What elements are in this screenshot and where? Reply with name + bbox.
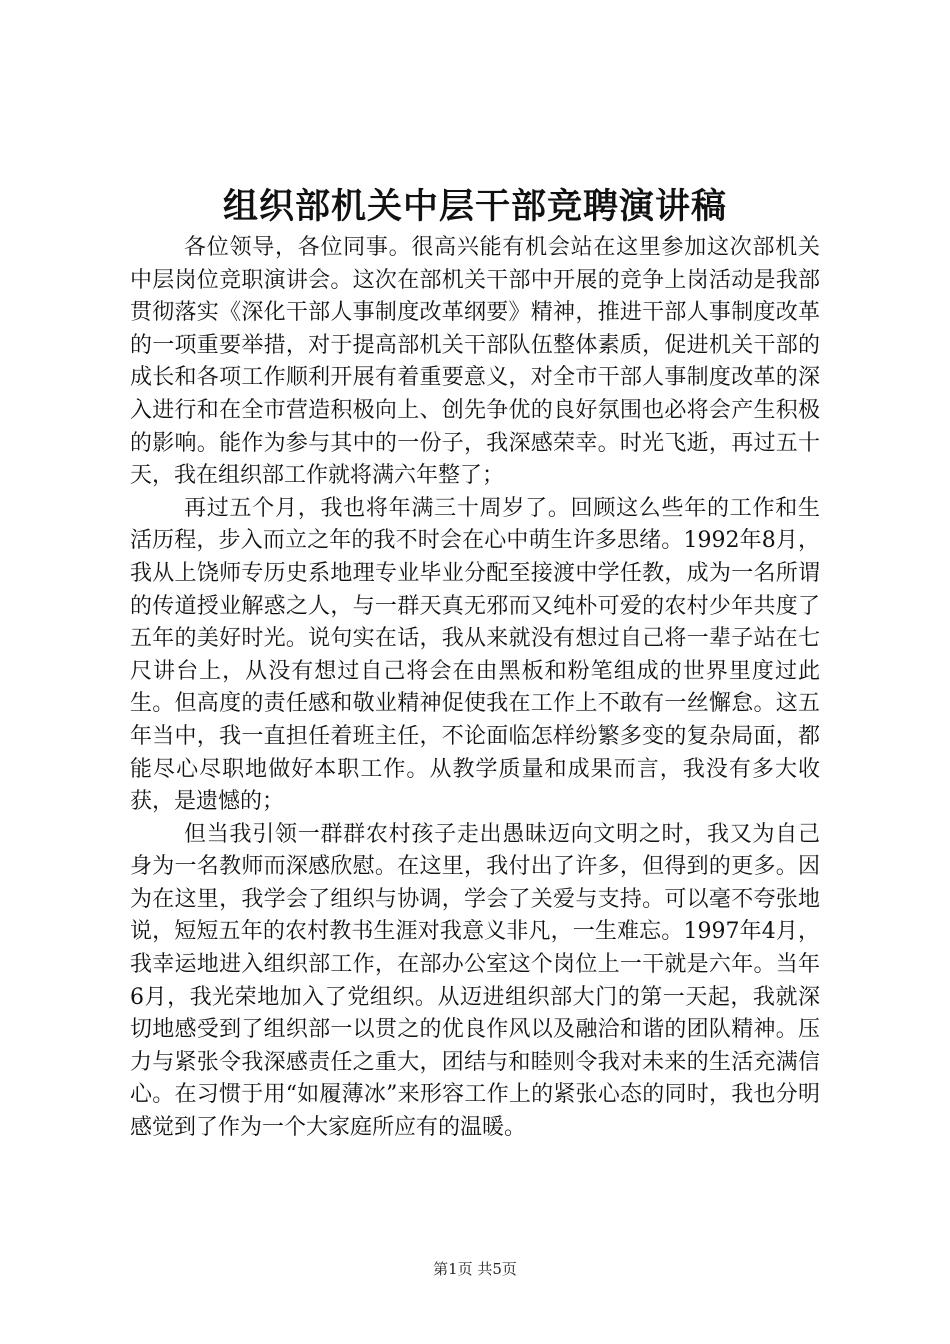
document-body bbox=[130, 232, 820, 1145]
paragraph-3: 但当我引领一群群农村孩子走出愚昧迈向文明之时，我又为自己身为一名教师而深感欣慰。在这里，我付出了许多，但得到的更多。因为在这里，我学会了组织与协调，学会了关爱与支持。可以毫不夸张地说，短短五年的农村教书生涯对我意义非凡，一生难忘。1997年4月，我幸运地进入组织部工作，在部办公室这个岗位上一干就是六年。当年6月，我光荣地加入了党组织。从迈进组织部大门的第一天起，我就深切地感受到了组织部一以贯之的优良作风以及融洽和谐的团队精神。压力与紧张令我深感责任之重大，团结与和睦则令我对未来的生活充满信心。在习惯于用“如履薄冰”来形容工作上的紧张心态的同时，我也分明感觉到了作为一个大家庭所应有的温暖。 bbox=[130, 821, 820, 1141]
paragraph-2: 再过五个月，我也将年满三十周岁了。回顾这么些年的工作和生活历程，步入而立之年的我不时会在心中萌生许多思绪。1992年8月，我从上饶师专历史系地理专业毕业分配至接渡中学任教，成为一名所谓的传道授业解惑之人，与一群天真无邪而又纯朴可爱的农村少年共度了五年的美好时光。说句实在话，我从来就没有想过自己将一辈子站在七尺讲台上，从没有想过自己将会在由黑板和粉笔组成的世界里度过此生。但高度的责任感和敬业精神促使我在工作上不敢有一丝懈怠。这五年当中，我一直担任着班主任，不论面临怎样纷繁多变的复杂局面，都能尽心尽职地做好本职工作。从教学质量和成果而言，我没有多大收获，是遗憾的； bbox=[130, 495, 820, 815]
paragraph-1: 各位领导，各位同事。很高兴能有机会站在这里参加这次部机关中层岗位竞职演讲会。这次在部机关干部中开展的竞争上岗活动是我部贯彻落实《深化干部人事制度改革纲要》精神，推进干部人事制度改革的一项重要举措，对于提高部机关干部队伍整体素质，促进机关干部的成长和各项工作顺利开展有着重要意义，对全市干部人事制度改革的深入进行和在全市营造积极向上、创先争优的良好氛围也必将会产生积极的影响。能作为参与其中的一份子，我深感荣幸。时光飞逝，再过五十天，我在组织部工作就将满六年整了； bbox=[130, 235, 820, 489]
page-number-footer: 第1页 共5页 bbox=[433, 1260, 517, 1278]
page-title: 组织部机关中层干部竞聘演讲稿 bbox=[222, 187, 727, 227]
